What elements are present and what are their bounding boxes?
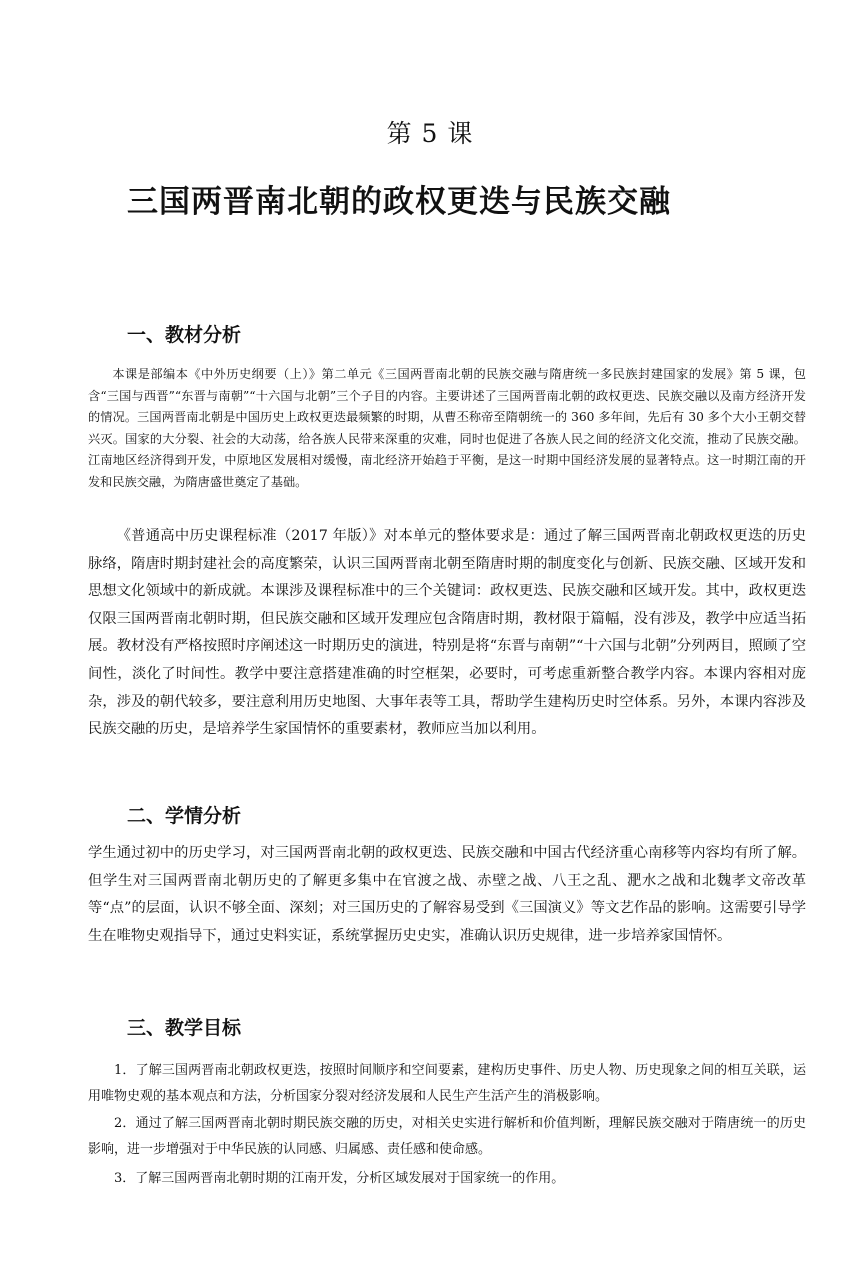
section-heading-textbook-analysis: 一、教材分析 <box>127 324 242 346</box>
section-heading-teaching-objectives: 三、教学目标 <box>127 1017 242 1039</box>
lesson-title: 三国两晋南北朝的政权更迭与民族交融 <box>127 184 671 220</box>
paragraph-textbook-analysis-1: 本课是部编本《中外历史纲要（上）》第二单元《三国两晋南北朝的民族交融与隋唐统一多民族封建国家的发展》第 5 课，包含“三国与西晋”“东晋与南朝”“十六国与北朝”三个子目的内容。主要讲述了三国两晋南北朝的政权更迭、民族交融以及南方经济开发的情况。三国两晋南北朝是中国历史上政权更迭最频繁的时期，从曹丕称帝至隋朝统一的 360 多年间，先后有 30 多个大小王朝交替兴灭。国家的大分裂、社会的大动荡，给各族人民带来深重的灾难，同时也促进了各族人民之间的经济文化交流，推动了民族交融。江南地区经济得到开发，中原地区发展相对缓慢，南北经济开始趋于平衡，是这一时期中国经济发展的显著特点。这一时期江南的开发和民族交融，为隋唐盛世奠定了基础。 <box>88 367 806 489</box>
paragraph-student-analysis: 学生通过初中的历史学习，对三国两晋南北朝的政权更迭、民族交融和中国古代经济重心南移等内容均有所了解。但学生对三国两晋南北朝历史的了解更多集中在官渡之战、赤壁之战、八王之乱、淝水之战和北魏孝文帝改革等“点”的层面，认识不够全面、深刻；对三国历史的了解容易受到《三国演义》等文艺作品的影响。这需要引导学生在唯物史观指导下，通过史料实证，系统掌握历史史实，准确认识历史规律，进一步培养家国情怀。 <box>88 845 806 944</box>
objective-item-3: 3．了解三国两晋南北朝时期的江南开发，分析区域发展对于国家统一的作用。 <box>114 1171 565 1186</box>
paragraph-textbook-analysis-2: 《普通高中历史课程标准（2017 年版）》对本单元的整体要求是：通过了解三国两晋南北朝政权更迭的历史脉络，隋唐时期封建社会的高度繁荣，认识三国两晋南北朝至隋唐时期的制度变化与创新、民族交融、区域开发和思想文化领域中的新成就。本课涉及课程标准中的三个关键词：政权更迭、民族交融和区域开发。其中，政权更迭仅限三国两晋南北朝时期，但民族交融和区域开发理应包含隋唐时期，教材限于篇幅，没有涉及，教学中应适当拓展。教材没有严格按照时序阐述这一时期历史的演进，特别是将“东晋与南朝”“十六国与北朝”分列两目，照顾了空间性，淡化了时间性。教学中要注意搭建准确的时空框架，必要时，可考虑重新整合教学内容。本课内容相对庞杂，涉及的朝代较多，要注意利用历史地图、大事年表等工具，帮助学生建构历史时空体系。另外，本课内容涉及民族交融的历史，是培养学生家国情怀的重要素材，教师应当加以利用。 <box>88 528 806 738</box>
section-heading-student-analysis: 二、学情分析 <box>127 805 242 827</box>
objective-item-2: 2．通过了解三国两晋南北朝时期民族交融的历史，对相关史实进行解析和价值判断，理解民族交融对于隋唐统一的历史影响，进一步增强对于中华民族的认同感、归属感、责任感和使命感。 <box>88 1116 806 1157</box>
lesson-number: 第 5 课 <box>386 119 474 148</box>
objective-item-1: 1．了解三国两晋南北朝政权更迭，按照时间顺序和空间要素，建构历史事件、历史人物、历史现象之间的相互关联，运用唯物史观的基本观点和方法，分析国家分裂对经济发展和人民生产生活产生的消极影响。 <box>88 1063 806 1104</box>
